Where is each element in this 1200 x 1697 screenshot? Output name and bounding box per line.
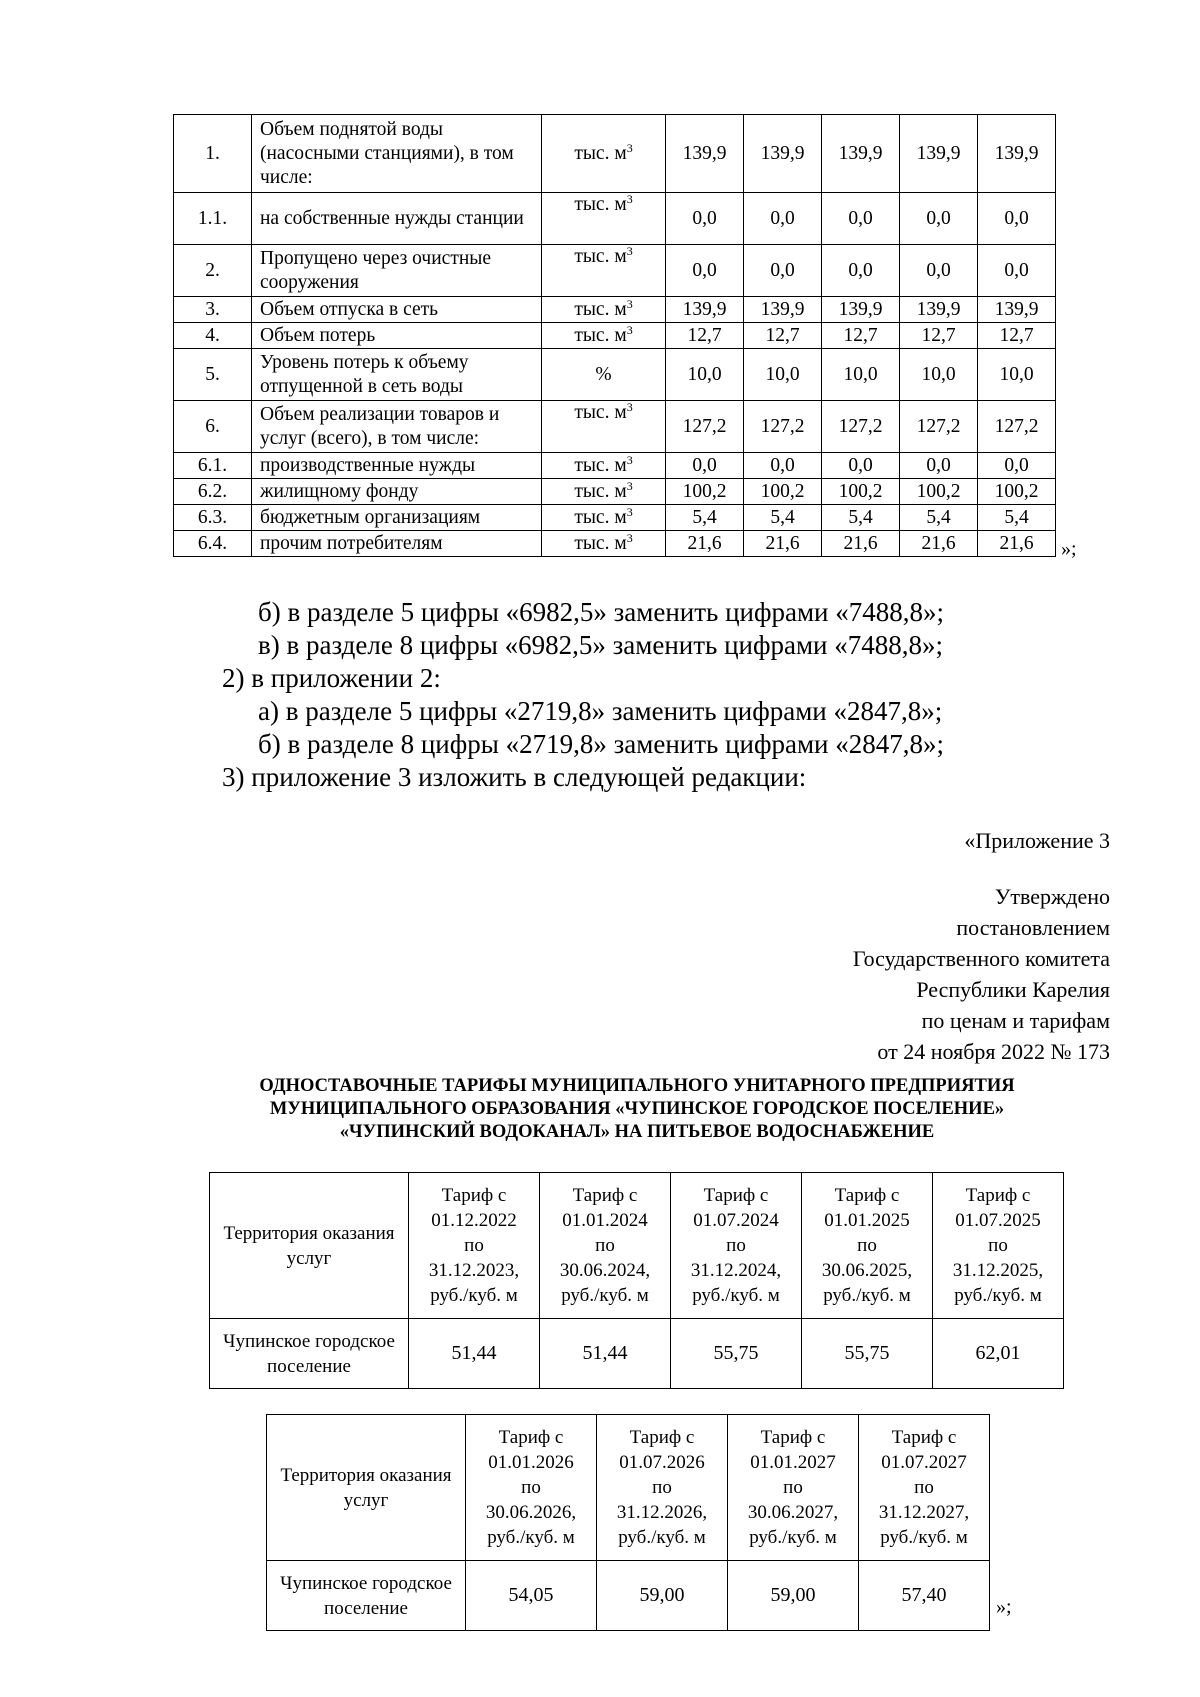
approval-line: по ценам и тарифам (921, 1008, 1110, 1033)
row-label: производственные нужды (252, 453, 542, 479)
row-label: Объем потерь (252, 323, 542, 349)
row-value: 139,9 (822, 297, 900, 323)
row-value: 12,7 (666, 323, 744, 349)
row-label: Объем отпуска в сеть (252, 297, 542, 323)
row-value: 100,2 (900, 479, 978, 505)
tariff-period-header: Тариф с 01.07.2026 по 31.12.2026, руб./куб. м (597, 1415, 728, 1561)
paragraph-b-section8: б) в разделе 8 цифры «2719,8» заменить цифрами «2847,8»; (258, 729, 944, 759)
unit-text: тыс. м (574, 402, 627, 423)
row-value: 21,6 (900, 531, 978, 557)
table-row (174, 323, 1056, 349)
unit-superscript: 3 (626, 192, 633, 206)
tariff-value: 57,40 (859, 1561, 990, 1631)
row-value: 139,9 (666, 297, 744, 323)
tariff-value: 51,44 (409, 1319, 540, 1389)
row-unit (542, 401, 666, 453)
table-row (174, 245, 1056, 297)
row-label: Объем реализации товаров и услуг (всего), в том числе: (252, 401, 542, 453)
table-closing-quote: »; (996, 1596, 1012, 1618)
row-value: 100,2 (822, 479, 900, 505)
row-value: 127,2 (666, 401, 744, 453)
row-value: 5,4 (900, 505, 978, 531)
row-value: 5,4 (744, 505, 822, 531)
unit-text: тыс. м (574, 324, 627, 346)
row-value: 0,0 (822, 453, 900, 479)
row-value: 0,0 (900, 245, 978, 297)
unit-text: тыс. м (574, 454, 627, 476)
tariff-period-header: Тариф с 01.01.2024 по 30.06.2024, руб./куб. м (540, 1173, 671, 1319)
tariff-heading (172, 1075, 1102, 1144)
row-value: 0,0 (744, 245, 822, 297)
row-value: 12,7 (822, 323, 900, 349)
row-value: 100,2 (666, 479, 744, 505)
row-value: 21,6 (978, 531, 1056, 557)
row-value: 10,0 (900, 349, 978, 401)
tariff-value-row (267, 1561, 990, 1631)
tariff-table-2 (266, 1414, 990, 1631)
tariff-value: 55,75 (802, 1319, 933, 1389)
tariff-value: 62,01 (933, 1319, 1064, 1389)
row-unit (542, 349, 666, 401)
table-row (174, 453, 1056, 479)
tariff-value-row (210, 1319, 1064, 1389)
row-value: 10,0 (822, 349, 900, 401)
tariff-period-header: Тариф с 01.01.2027 по 30.06.2027, руб./куб. м (728, 1415, 859, 1561)
row-value: 127,2 (822, 401, 900, 453)
table-row (174, 297, 1056, 323)
row-number: 6.1. (174, 453, 252, 479)
unit-superscript: 3 (626, 504, 633, 519)
unit-superscript: 3 (626, 244, 633, 258)
row-label: Пропущено через очистные сооружения (252, 245, 542, 297)
unit-superscript: 3 (626, 322, 633, 337)
tariff-value: 54,05 (466, 1561, 597, 1631)
table-row (174, 193, 1056, 245)
row-value: 139,9 (900, 115, 978, 193)
heading-line: ОДНОСТАВОЧНЫЕ ТАРИФЫ МУНИЦИПАЛЬНОГО УНИТАРНОГО ПРЕДПРИЯТИЯ (259, 1076, 1015, 1096)
row-unit (542, 323, 666, 349)
approval-line: от 24 ноября 2022 № 173 (877, 1039, 1110, 1064)
row-label: бюджетным организациям (252, 505, 542, 531)
row-value: 12,7 (900, 323, 978, 349)
row-value: 139,9 (978, 115, 1056, 193)
row-value: 10,0 (978, 349, 1056, 401)
row-number: 2. (174, 245, 252, 297)
row-unit (542, 453, 666, 479)
row-value: 0,0 (900, 193, 978, 245)
row-value: 139,9 (744, 297, 822, 323)
row-value: 5,4 (666, 505, 744, 531)
row-unit (542, 245, 666, 297)
row-value: 0,0 (744, 453, 822, 479)
unit-superscript: 3 (626, 140, 633, 155)
row-unit (542, 531, 666, 557)
tariff-period-header: Тариф с 01.01.2026 по 30.06.2026, руб./куб. м (466, 1415, 597, 1561)
row-label: Объем поднятой воды (насосными станциями), в том числе: (252, 115, 542, 193)
paragraph-appendix2: 2) в приложении 2: (222, 663, 441, 693)
approval-line: Государственного комитета (852, 946, 1110, 971)
row-number: 1.1. (174, 193, 252, 245)
row-value: 139,9 (822, 115, 900, 193)
tariff-period-header: Тариф с 01.01.2025 по 30.06.2025, руб./куб. м (802, 1173, 933, 1319)
row-value: 139,9 (666, 115, 744, 193)
unit-superscript: 3 (626, 478, 633, 493)
row-value: 0,0 (978, 245, 1056, 297)
row-label: на собственные нужды станции (252, 193, 542, 245)
territory-header: Территория оказания услуг (210, 1173, 409, 1319)
unit-text: тыс. м (574, 298, 627, 320)
row-value: 0,0 (666, 245, 744, 297)
row-value: 21,6 (666, 531, 744, 557)
tariff-header-row (210, 1173, 1064, 1319)
unit-text: тыс. м (574, 142, 627, 164)
tariff-period-header: Тариф с 01.07.2027 по 31.12.2027, руб./куб. м (859, 1415, 990, 1561)
paragraph-appendix3: 3) приложение 3 изложить в следующей редакции: (222, 762, 807, 792)
row-value: 0,0 (666, 193, 744, 245)
row-value: 5,4 (978, 505, 1056, 531)
tariff-value: 59,00 (728, 1561, 859, 1631)
row-value: 100,2 (744, 479, 822, 505)
heading-line: «ЧУПИНСКИЙ ВОДОКАНАЛ» НА ПИТЬЕВОЕ ВОДОСНАБЖЕНИЕ (339, 1122, 935, 1142)
row-number: 6.2. (174, 479, 252, 505)
row-value: 0,0 (900, 453, 978, 479)
row-unit (542, 479, 666, 505)
approval-line: постановлением (956, 915, 1110, 940)
table-row (174, 115, 1056, 193)
table-row (174, 479, 1056, 505)
appendix-label: «Приложение 3 (964, 828, 1110, 853)
tariff-value: 51,44 (540, 1319, 671, 1389)
approval-block (853, 881, 1110, 1067)
row-unit (542, 115, 666, 193)
unit-text: тыс. м (574, 194, 627, 215)
row-value: 127,2 (978, 401, 1056, 453)
row-value: 21,6 (822, 531, 900, 557)
row-value: 0,0 (978, 453, 1056, 479)
row-value: 127,2 (744, 401, 822, 453)
row-number: 6.4. (174, 531, 252, 557)
row-value: 12,7 (978, 323, 1056, 349)
row-number: 1. (174, 115, 252, 193)
row-value: 10,0 (666, 349, 744, 401)
row-number: 6.3. (174, 505, 252, 531)
table-row (174, 531, 1056, 557)
row-number: 5. (174, 349, 252, 401)
unit-superscript: 3 (626, 296, 633, 311)
unit-text: тыс. м (574, 480, 627, 502)
row-value: 0,0 (822, 245, 900, 297)
tariff-header-row (267, 1415, 990, 1561)
volume-table (173, 114, 1056, 557)
tariff-period-header: Тариф с 01.07.2025 по 31.12.2025, руб./куб. м (933, 1173, 1064, 1319)
row-unit (542, 193, 666, 245)
row-label: жилищному фонду (252, 479, 542, 505)
tariff-period-header: Тариф с 01.12.2022 по 31.12.2023, руб./куб. м (409, 1173, 540, 1319)
row-value: 0,0 (744, 193, 822, 245)
tariff-period-header: Тариф с 01.07.2024 по 31.12.2024, руб./куб. м (671, 1173, 802, 1319)
row-value: 0,0 (666, 453, 744, 479)
row-value: 21,6 (744, 531, 822, 557)
territory-name: Чупинское городское поселение (210, 1319, 409, 1389)
row-value: 5,4 (822, 505, 900, 531)
unit-superscript: 3 (626, 400, 633, 414)
paragraph-a-section5: а) в разделе 5 цифры «2719,8» заменить цифрами «2847,8»; (258, 696, 943, 726)
unit-superscript: 3 (626, 530, 633, 545)
paragraph-v-section8: в) в разделе 8 цифры «6982,5» заменить цифрами «7488,8»; (258, 630, 944, 660)
table-closing-quote: »; (1061, 538, 1077, 560)
tariff-value: 55,75 (671, 1319, 802, 1389)
tariff-value: 59,00 (597, 1561, 728, 1631)
unit-text: тыс. м (574, 532, 627, 554)
table-row (174, 349, 1056, 401)
row-value: 10,0 (744, 349, 822, 401)
row-value: 139,9 (900, 297, 978, 323)
row-value: 0,0 (978, 193, 1056, 245)
heading-line: МУНИЦИПАЛЬНОГО ОБРАЗОВАНИЯ «ЧУПИНСКОЕ ГОРОДСКОЕ ПОСЕЛЕНИЕ» (269, 1099, 1005, 1119)
approval-line: Республики Карелия (916, 977, 1110, 1002)
unit-text: тыс. м (574, 246, 627, 267)
row-number: 3. (174, 297, 252, 323)
row-unit (542, 505, 666, 531)
approval-line: Утверждено (994, 884, 1110, 909)
row-value: 0,0 (822, 193, 900, 245)
row-number: 4. (174, 323, 252, 349)
row-label: Уровень потерь к объему отпущенной в сеть воды (252, 349, 542, 401)
row-value: 139,9 (978, 297, 1056, 323)
row-number: 6. (174, 401, 252, 453)
row-value: 139,9 (744, 115, 822, 193)
row-label: прочим потребителям (252, 531, 542, 557)
row-unit (542, 297, 666, 323)
row-value: 12,7 (744, 323, 822, 349)
row-value: 127,2 (900, 401, 978, 453)
table-row (174, 401, 1056, 453)
territory-header: Территория оказания услуг (267, 1415, 466, 1561)
paragraph-b-section5: б) в разделе 5 цифры «6982,5» заменить цифрами «7488,8»; (258, 597, 944, 627)
tariff-table-1 (209, 1172, 1064, 1389)
unit-text: % (595, 363, 612, 385)
row-value: 100,2 (978, 479, 1056, 505)
territory-name: Чупинское городское поселение (267, 1561, 466, 1631)
table-row (174, 505, 1056, 531)
unit-superscript: 3 (626, 452, 633, 467)
unit-text: тыс. м (574, 506, 627, 528)
